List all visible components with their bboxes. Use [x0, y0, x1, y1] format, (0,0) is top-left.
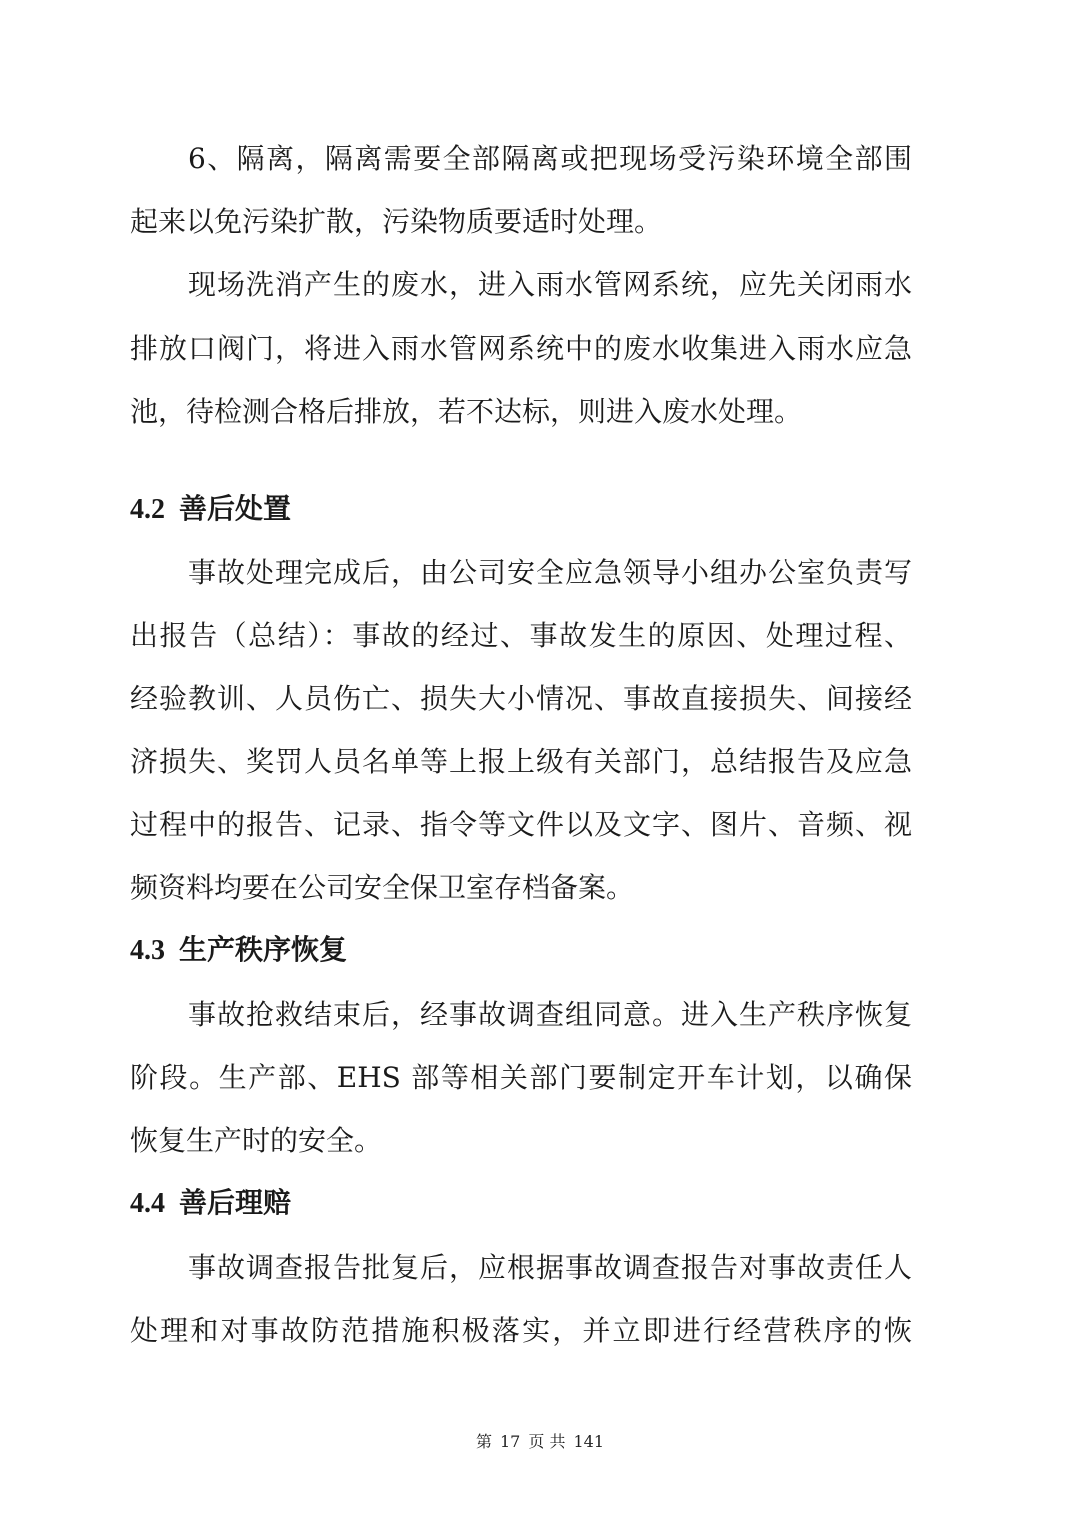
section-title: 善后理赔 — [179, 1186, 292, 1219]
paragraph-line: 事故抢救结束后，经事故调查组同意。进入生产秩序恢复 — [188, 998, 912, 1031]
paragraph-line: 济损失、奖罚人员名单等上报上级有关部门，总结报告及应急 — [130, 745, 912, 778]
paragraph-line: 事故调查报告批复后，应根据事故调查报告对事故责任人 — [188, 1251, 912, 1284]
section-heading-4-4 — [130, 1183, 291, 1224]
footer-prefix: 第 — [475, 1432, 492, 1451]
footer-page-number: 17 — [500, 1432, 521, 1451]
wastewater-line-3: 池，待检测合格后排放，若不达标，则进入废水处理。 — [130, 395, 803, 428]
paragraph-line: 阶段。生产部、EHS 部等相关部门要制定开车计划，以确保 — [130, 1061, 912, 1094]
paragraph-line: 恢复生产时的安全。 — [130, 1124, 383, 1157]
section-title: 生产秩序恢复 — [179, 933, 348, 966]
wastewater-line-1: 现场洗消产生的废水，进入雨水管网系统，应先关闭雨水 — [188, 268, 912, 301]
section-title: 善后处置 — [179, 492, 292, 525]
wastewater-line-2: 排放口阀门，将进入雨水管网系统中的废水收集进入雨水应急 — [130, 332, 912, 365]
section-number: 4.3 — [130, 935, 165, 966]
item-6-line-1: 6、隔离，隔离需要全部隔离或把现场受污染环境全部围 — [188, 142, 912, 175]
section-heading-4-2 — [130, 489, 291, 530]
section-heading-4-3 — [130, 930, 347, 971]
paragraph-line: 频资料均要在公司安全保卫室存档备案。 — [130, 871, 635, 904]
paragraph-line: 出报告（总结）：事故的经过、事故发生的原因、处理过程、 — [130, 619, 912, 652]
section-number: 4.4 — [130, 1188, 165, 1219]
page-footer — [0, 1430, 1080, 1454]
section-number: 4.2 — [130, 494, 165, 525]
paragraph-line: 处理和对事故防范措施积极落实，并立即进行经营秩序的恢 — [130, 1314, 912, 1347]
item-6-line-2: 起来以免污染扩散，污染物质要适时处理。 — [130, 205, 663, 238]
paragraph-line: 过程中的报告、记录、指令等文件以及文字、图片、音频、视 — [130, 808, 912, 841]
footer-middle: 页 共 — [528, 1432, 566, 1451]
footer-total-pages: 141 — [573, 1432, 604, 1451]
paragraph-line: 事故处理完成后，由公司安全应急领导小组办公室负责写 — [188, 556, 912, 589]
paragraph-line: 经验教训、人员伤亡、损失大小情况、事故直接损失、间接经 — [130, 682, 912, 715]
